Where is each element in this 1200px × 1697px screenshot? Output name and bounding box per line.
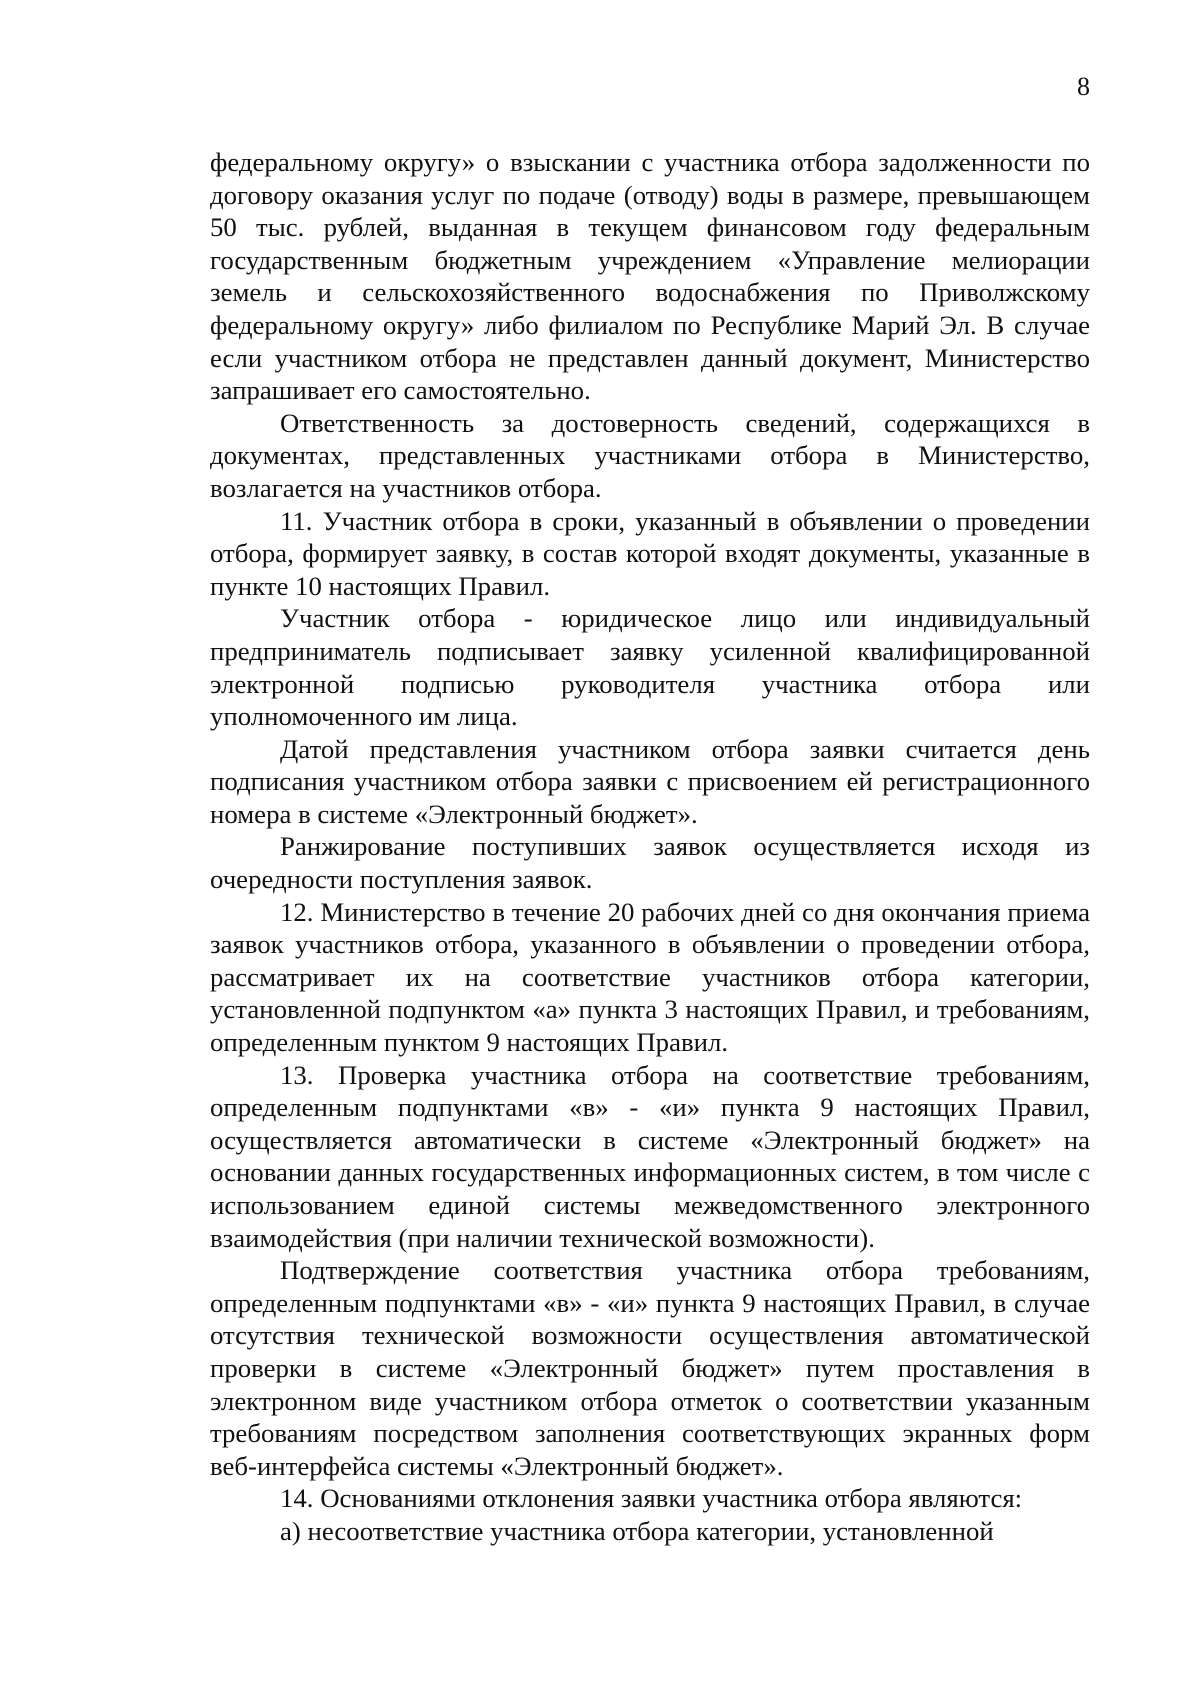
paragraph-item-11: 11. Участник отбора в сроки, указанный в объявлении о проведении отбора, формирует заявку, в состав которой входят документы, указанные в пункте 10 настоящих Правил. bbox=[210, 505, 1090, 601]
paragraph-item-13: 13. Проверка участника отбора на соответствие требованиям, определенным подпунктами «в» - «и» пункта 9 настоящих Правил, осуществляется автоматически в системе «Электронный бюджет» на основании данных государственных информационных систем, в том числе с использованием единой системы межведомственного электронного взаимодействия (при наличии технической возможности). bbox=[210, 1059, 1090, 1253]
paragraph-subitem-a: а) несоответствие участника отбора категории, установленной bbox=[280, 1515, 994, 1546]
paragraph-item-12: 12. Министерство в течение 20 рабочих дней со дня окончания приема заявок участников отбора, указанного в объявлении о проведении отбора, рассматривает их на соответствие участников отбора категории, установленной подпунктом «а» пункта 3 настоящих Правил, и требованиям, определенным пунктом 9 настоящих Правил. bbox=[210, 896, 1090, 1058]
paragraph-responsibility: Ответственность за достоверность сведений, содержащихся в документах, представленных участниками отбора в Министерство, возлагается на участников отбора. bbox=[210, 407, 1090, 503]
paragraph-confirmation: Подтверждение соответствия участника отбора требованиям, определенным подпунктами «в» - «и» пункта 9 настоящих Правил, в случае отсутствия технической возможности осуществления автоматической проверки в системе «Электронный бюджет» путем проставления в электронном виде участником отбора отметок о соответствии указанным требованиям посредством заполнения соответствующих экранных форм веб-интерфейса системы «Электронный бюджет». bbox=[210, 1255, 1090, 1481]
paragraph-submission-date: Датой представления участником отбора заявки считается день подписания участником отбора заявки с присвоением ей регистрационного номера в системе «Электронный бюджет». bbox=[210, 733, 1090, 829]
paragraph-ranking: Ранжирование поступивших заявок осуществляется исходя из очередности поступления заявок. bbox=[210, 831, 1090, 895]
page-number: 8 bbox=[1077, 72, 1090, 101]
paragraph-continuation: федеральному округу» о взыскании с участника отбора задолженности по договору оказания услуг по подаче (отводу) воды в размере, превышающем 50 тыс. рублей, выданная в текущем финансовом году федеральным государственным бюджетным учреждением «Управление мелиорации земель и сельскохозяйственного водоснабжения по Приволжскому федеральному округу» либо филиалом по Республике Марий Эл. В случае если участником отбора не представлен данный документ, Министерство запрашивает его самостоятельно. bbox=[210, 147, 1090, 406]
paragraph-item-14: 14. Основаниями отклонения заявки участника отбора являются: bbox=[280, 1483, 1023, 1514]
paragraph-signature: Участник отбора - юридическое лицо или индивидуальный предприниматель подписывает заявку усиленной квалифицированной электронной подписью руководителя участника отбора или уполномоченного им лица. bbox=[210, 603, 1090, 732]
document-body bbox=[210, 146, 1090, 1548]
